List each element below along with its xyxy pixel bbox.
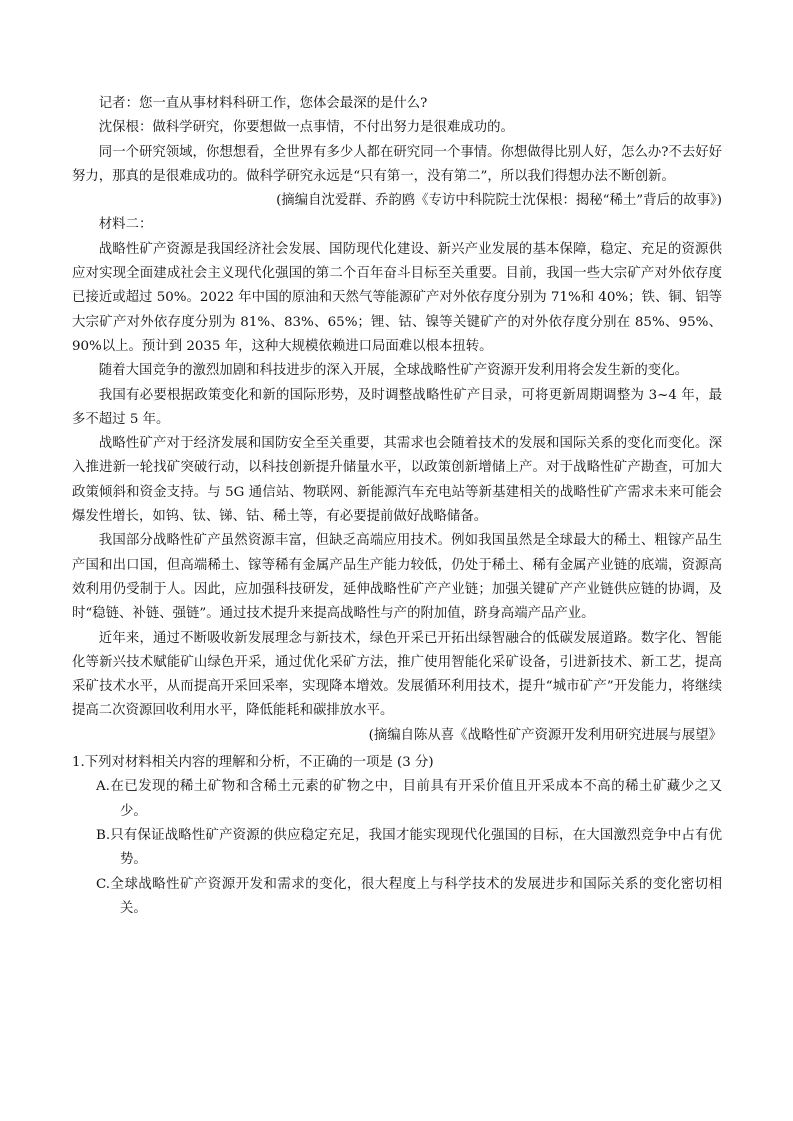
material-2-paragraph: 我国有必要根据政策变化和新的国际形势，及时调整战略性矿产目录，可将更新周期调整为 3~4 年，最多不超过 5 年。 (72, 387, 722, 427)
answer-option-a: A.在已发现的稀土矿物和含稀土元素的矿物之中，目前具有开采价值且开采成本不高的稀土矿藏少之又少。 (96, 779, 722, 819)
material-2-paragraph: 近年来，通过不断吸收新发展理念与新技术，绿色开采已开拓出绿智融合的低碳发展道路。数字化、智能化等新兴技术赋能矿山绿色开采，通过优化采矿方法，推广使用智能化采矿设备，引进新技术、新工艺，提高采矿技术水平，从而提高开采回采率，实现降本增效。发展循环利用技术，提升“城市矿产”开发能力，将继续提高二次资源回收利用水平，降低能耗和碳排放水平。 (72, 630, 722, 719)
source-citation-1: (摘编自沈爱群、乔韵鸥《专访中科院院士沈保根：揭秘“稀土”背后的故事》) (276, 193, 722, 209)
material-2-paragraph: 战略性矿产对于经济发展和国防安全至关重要，其需求也会随着技术的发展和国际关系的变化而变化。深入推进新一轮找矿突破行动，以科技创新提升储量水平，以政策创新增储上产。对于战略性矿产勘查，可加大政策倾斜和资金支持。与 5G 通信站、物联网、新能源汽车充电站等新基建相关的战略性矿产需求未来可能会爆发性增长，如钨、钛、锑、钴、稀土等，有必要提前做好战略储备。 (72, 436, 722, 525)
interview-answer-1: 沈保根：做科学研究，你要想做一点事情，不付出努力是很难成功的。 (98, 120, 514, 136)
answer-option-b: B.只有保证战略性矿产资源的供应稳定充足，我国才能实现现代化强国的目标，在大国激烈竞争中占有优势。 (96, 827, 722, 868)
material-2-paragraph: 战略性矿产资源是我国经济社会发展、国防现代化建设、新兴产业发展的基本保障，稳定、充足的资源供应对实现全面建成社会主义现代化强国的第二个百年奋斗目标至关重要。目前，我国一些大宗矿产对外依存度已接近或超过 50%。2022 年中国的原油和天然气等能源矿产对外依存度分别为 71%和 40%；铁、铜、铝等大宗矿产对外依存度分别为 81%、83%、65%；锂、钴、镍等关键矿产的对外依存度分别在 85%、95%、90%以上。预计到 2035 年，这种大规模依赖进口局面难以根本扭转。 (72, 241, 722, 354)
document-page (72, 92, 722, 921)
answer-option-c: C.全球战略性矿产资源开发和需求的变化，很大程度上与科学技术的发展进步和国际关系的变化密切相关。 (96, 876, 722, 916)
question-stem: 1.下列对材料相关内容的理解和分析，不正确的一项是 (3 分) (72, 755, 434, 771)
source-citation-2: (摘编自陈从喜《战略性矿产资源开发利用研究进展与展望》 (368, 727, 722, 743)
material-2-paragraph: 随着大国竞争的激烈加剧和科技进步的深入开展，全球战略性矿产资源开发利用将会发生新的变化。 (98, 363, 688, 379)
interview-question: 记者：您一直从事材料科研工作，您体会最深的是什么? (98, 96, 428, 111)
material-2-label: 材料二： (98, 217, 153, 233)
material-2-paragraph: 我国部分战略性矿产虽然资源丰富，但缺乏高端应用技术。例如我国虽然是全球最大的稀土、粗镓产品生产国和出口国，但高端稀土、镓等稀有金属产品生产能力较低，仍处于稀土、稀有金属产业链的底端，资源高效利用仍受制于人。因此，应加强科技研发，延伸战略性矿产产业链；加强关键矿产产业链供应链的协调，及时“稳链、补链、强链”。通过技术提升来提高战略性与产的附加值，跻身高端产品产业。 (72, 533, 722, 622)
interview-answer-2: 同一个研究领域，你想想看，全世界有多少人都在研究同一个事情。你想做得比别人好，怎么办?不去好好努力，那真的是很难成功的。做科学研究永远是“只有第一，没有第二”，所以我们得想办法不断创新。 (72, 144, 722, 184)
